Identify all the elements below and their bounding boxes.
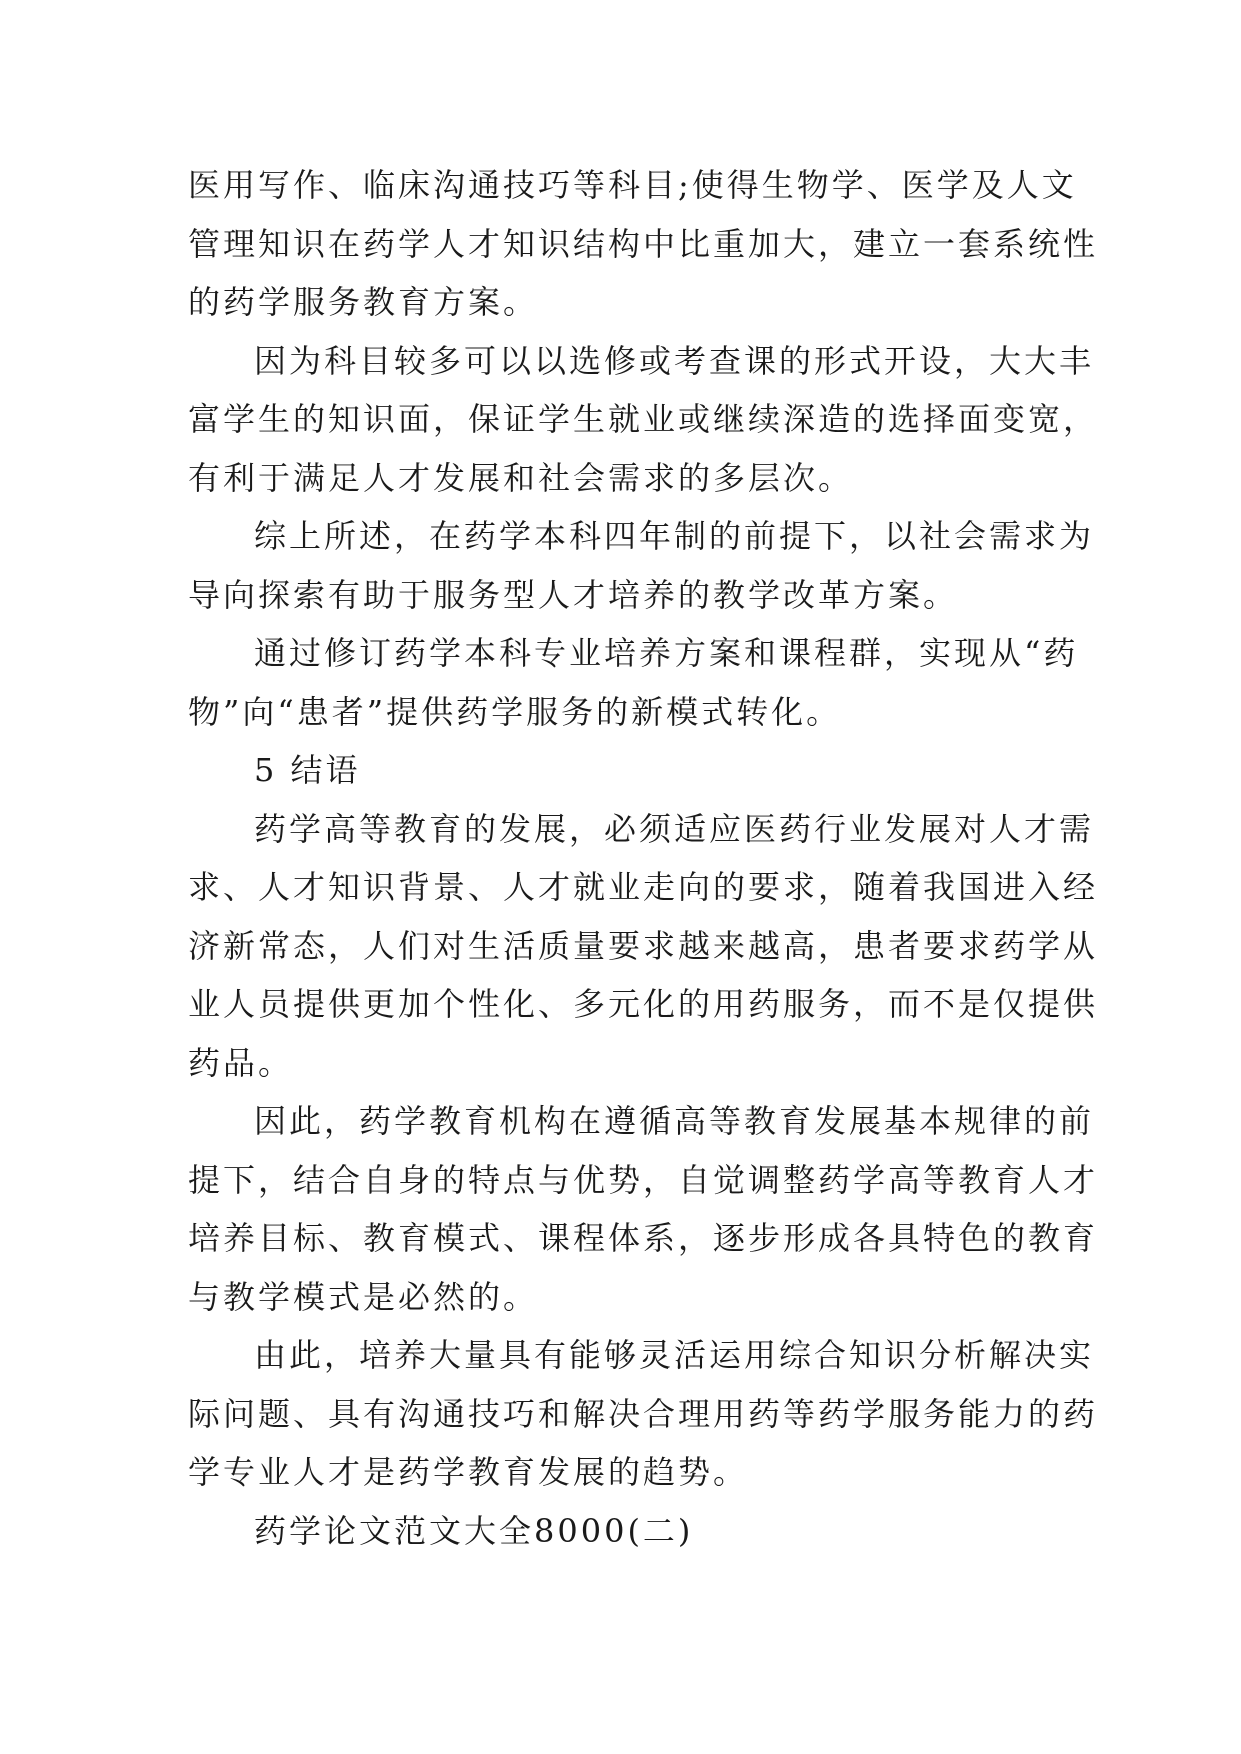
text-line: 因此，药学教育机构在遵循高等教育发展基本规律的前	[254, 1102, 1095, 1140]
text-line: 学专业人才是药学教育发展的趋势。	[188, 1453, 749, 1491]
paragraph	[188, 1092, 1099, 1326]
text-line: 济新常态，人们对生活质量要求越来越高，患者要求药学从	[188, 926, 1099, 965]
paragraph	[188, 800, 1099, 1093]
text-line: 管理知识在药学人才知识结构中比重加大，建立一套系统性	[188, 224, 1099, 263]
text-line: 求、人才知识背景、人才就业走向的要求，随着我国进入经	[188, 868, 1099, 906]
text-line: 因为科目较多可以以选修或考查课的形式开设，大大丰	[254, 341, 1095, 380]
paragraph	[188, 507, 1095, 624]
text-line: 物”向“患者”提供药学服务的新模式转化。	[188, 692, 842, 731]
paragraph	[188, 624, 1079, 741]
paragraph	[188, 1326, 1099, 1502]
next-section-title	[188, 1502, 1058, 1561]
document-body	[188, 156, 1099, 1560]
title-line: 药学论文范文大全8000(二)	[254, 1511, 694, 1550]
text-line: 药品。	[188, 1043, 294, 1082]
paragraph-continuation	[188, 156, 1099, 332]
text-line: 有利于满足人才发展和社会需求的多层次。	[188, 458, 854, 497]
paragraph	[188, 332, 1099, 508]
text-line: 由此，培养大量具有能够灵活运用综合知识分析解决实	[254, 1336, 1095, 1374]
section-heading	[188, 741, 1058, 800]
text-line: 际问题、具有沟通技巧和解决合理用药等药学服务能力的药	[188, 1394, 1099, 1433]
text-line: 业人员提供更加个性化、多元化的用药服务，而不是仅提供	[188, 985, 1099, 1023]
text-line: 培养目标、教育模式、课程体系，逐步形成各具特色的教育	[188, 1219, 1099, 1257]
heading-line: 5 结语	[254, 751, 361, 789]
text-line: 医用写作、临床沟通技巧等科目;使得生物学、医学及人文	[188, 166, 1077, 204]
text-line: 提下，结合自身的特点与优势，自觉调整药学高等教育人才	[188, 1160, 1099, 1199]
text-line: 与教学模式是必然的。	[188, 1277, 539, 1316]
text-line: 综上所述，在药学本科四年制的前提下，以社会需求为	[254, 517, 1095, 555]
text-line: 富学生的知识面，保证学生就业或继续深造的选择面变宽，	[188, 400, 1099, 438]
text-line: 药学高等教育的发展，必须适应医药行业发展对人才需	[254, 809, 1095, 848]
text-line: 通过修订药学本科专业培养方案和课程群，实现从“药	[254, 634, 1079, 672]
text-line: 导向探索有助于服务型人才培养的教学改革方案。	[188, 575, 959, 614]
text-line: 的药学服务教育方案。	[188, 283, 539, 321]
